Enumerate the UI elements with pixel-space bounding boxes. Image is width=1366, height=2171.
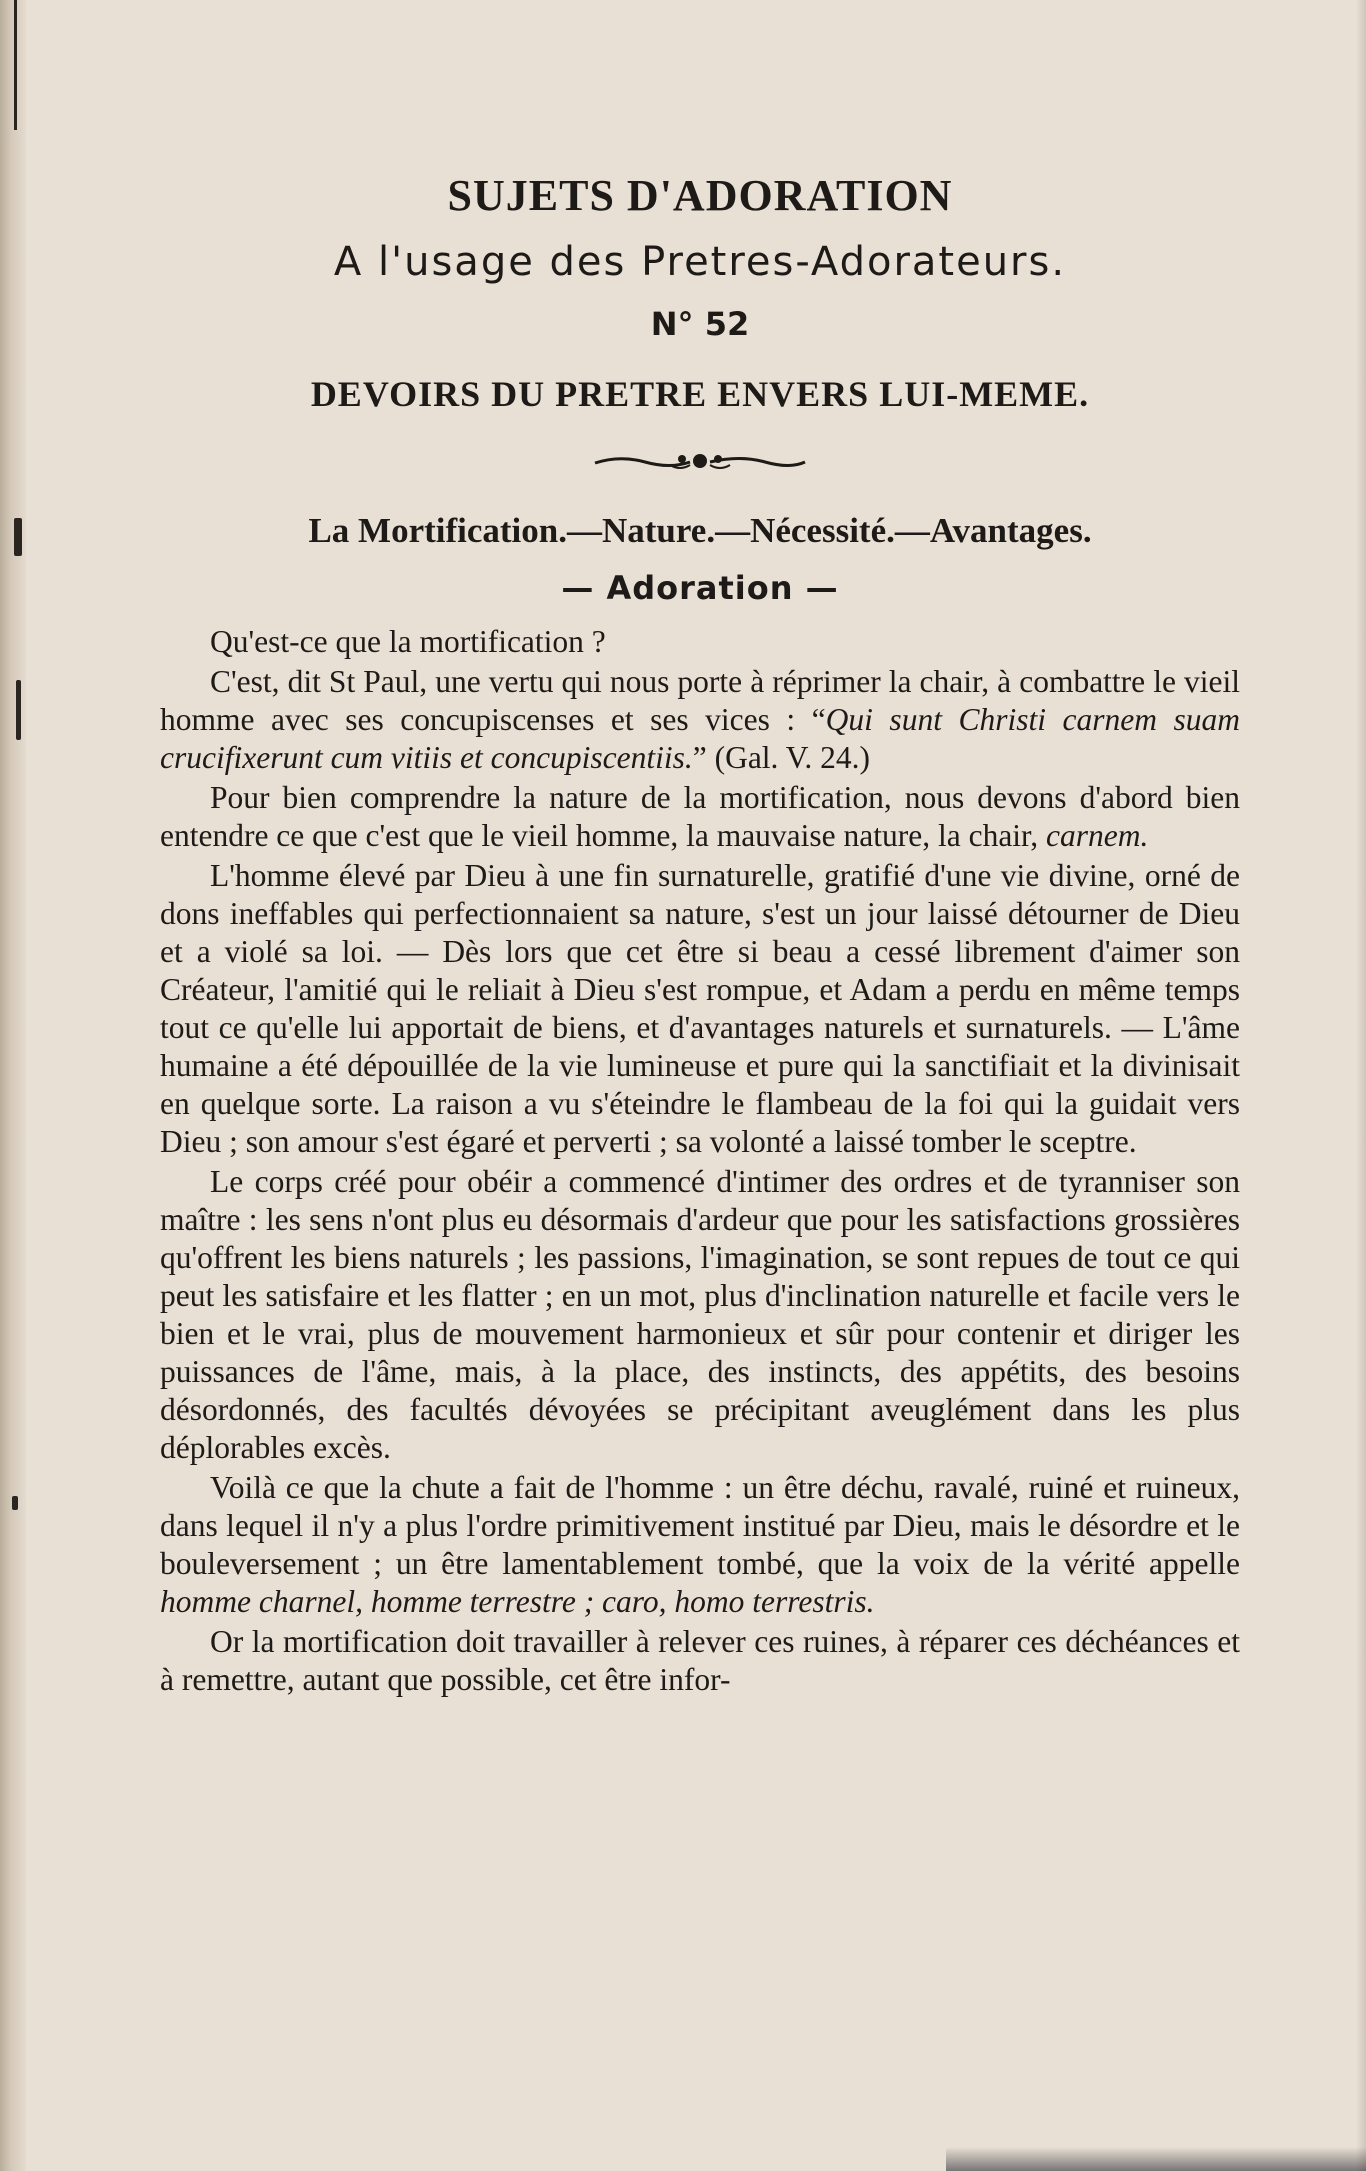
adoration-heading: — Adoration —: [561, 569, 839, 607]
page-title: SUJETS D'ADORATION: [447, 171, 953, 220]
issue-number: N° 52: [650, 305, 750, 343]
topic-heading: La Mortification.—Nature.—Nécessité.—Avantages.: [308, 511, 1092, 550]
paragraph-6: [160, 1469, 1240, 1621]
paragraph-3-latin: carnem.: [1046, 818, 1149, 853]
paragraph-6-latin: homme charnel, homme terrestre ; caro, homo terrestris.: [160, 1584, 875, 1619]
ornament-divider: [160, 447, 1240, 477]
paragraph-1: Qu'est-ce que la mortification ?: [210, 624, 606, 659]
page-shadow-bottom: [946, 2147, 1366, 2171]
page-edge: [0, 0, 26, 2171]
margin-mark: [12, 1496, 18, 1510]
paragraph-2-latin: Qui sunt Christi carnem suam crucifixerunt cum vitiis et concupiscentiis.: [160, 702, 1240, 775]
paragraph-2-citation: ” (Gal. V. 24.): [692, 740, 871, 775]
paragraph-7: Or la mortification doit travailler à relever ces ruines, à réparer ces déchéances et à remettre, autant que possible, cet être infor-: [160, 1624, 1240, 1697]
body-text: [160, 623, 1240, 1699]
paragraph-3: [160, 779, 1240, 855]
paragraph-4: L'homme élevé par Dieu à une fin surnaturelle, gratifié d'une vie divine, orné de dons ineffables qui perfectionnaient sa nature, s'est un jour laissé détourner de Dieu et a violé sa loi. — Dès lors que cet être si beau a cessé librement d'aimer son Créateur, l'amitié qui le reliait à Dieu s'est rompue, et Adam a perdu en même temps tout ce qu'elle lui apportait de biens, et d'avantages naturels et surnaturels. — L'âme humaine a été dépouillée de la vie lumineuse et pure qui la sanctifiait et la divinisait en quelque sorte. La raison a vu s'éteindre le flambeau de la foi qui la guidait vers Dieu ; son amour s'est égaré et perverti ; sa volonté a laissé tomber le sceptre.: [160, 858, 1240, 1159]
paragraph-2-text: C'est, dit St Paul, une vertu qui nous porte à réprimer la chair, à combattre le vieil homme avec ses concupiscenses et ses vices : “: [160, 664, 1240, 737]
paragraph-5: Le corps créé pour obéir a commencé d'intimer des ordres et de tyranniser son maître : les sens n'ont plus eu désormais d'ardeur que pour les satisfactions grossières qu'offrent les biens naturels ; les passions, l'imagination, se sont repues de tout ce qui peut les satisfaire et les flatter ; en un mot, plus d'inclination naturelle et facile vers le bien et le vrai, plus de mouvement harmonieux et sûr pour contenir et diriger les puissances de l'âme, mais, à la place, des instincts, des appétits, des besoins désordonnés, des facultés dévoyées se précipitant aveuglément dans les plus déplorables excès.: [160, 1164, 1240, 1465]
ornament-divider-icon: [590, 447, 810, 477]
page-subtitle: A l'usage des Pretres-Adorateurs.: [333, 239, 1067, 285]
paragraph-3-text: Pour bien comprendre la nature de la mortification, nous devons d'abord bien entendre ce que c'est que le vieil homme, la mauvaise nature, la chair,: [160, 780, 1240, 853]
margin-mark: [16, 680, 21, 740]
binding-line: [14, 0, 17, 130]
paragraph-6-text: Voilà ce que la chute a fait de l'homme : un être déchu, ravalé, ruiné et ruineux, dans lequel il n'y a plus l'ordre primitivement institué par Dieu, mais le désordre et le bouleversement ; un être lamentablement tombé, que la voix de la vérité appelle: [160, 1470, 1240, 1581]
paragraph-2: [160, 663, 1240, 777]
margin-mark: [14, 518, 22, 556]
page-content: [160, 150, 1240, 1699]
page-shadow: [1356, 0, 1366, 2171]
section-title: DEVOIRS DU PRETRE ENVERS LUI-MEME.: [310, 374, 1090, 414]
